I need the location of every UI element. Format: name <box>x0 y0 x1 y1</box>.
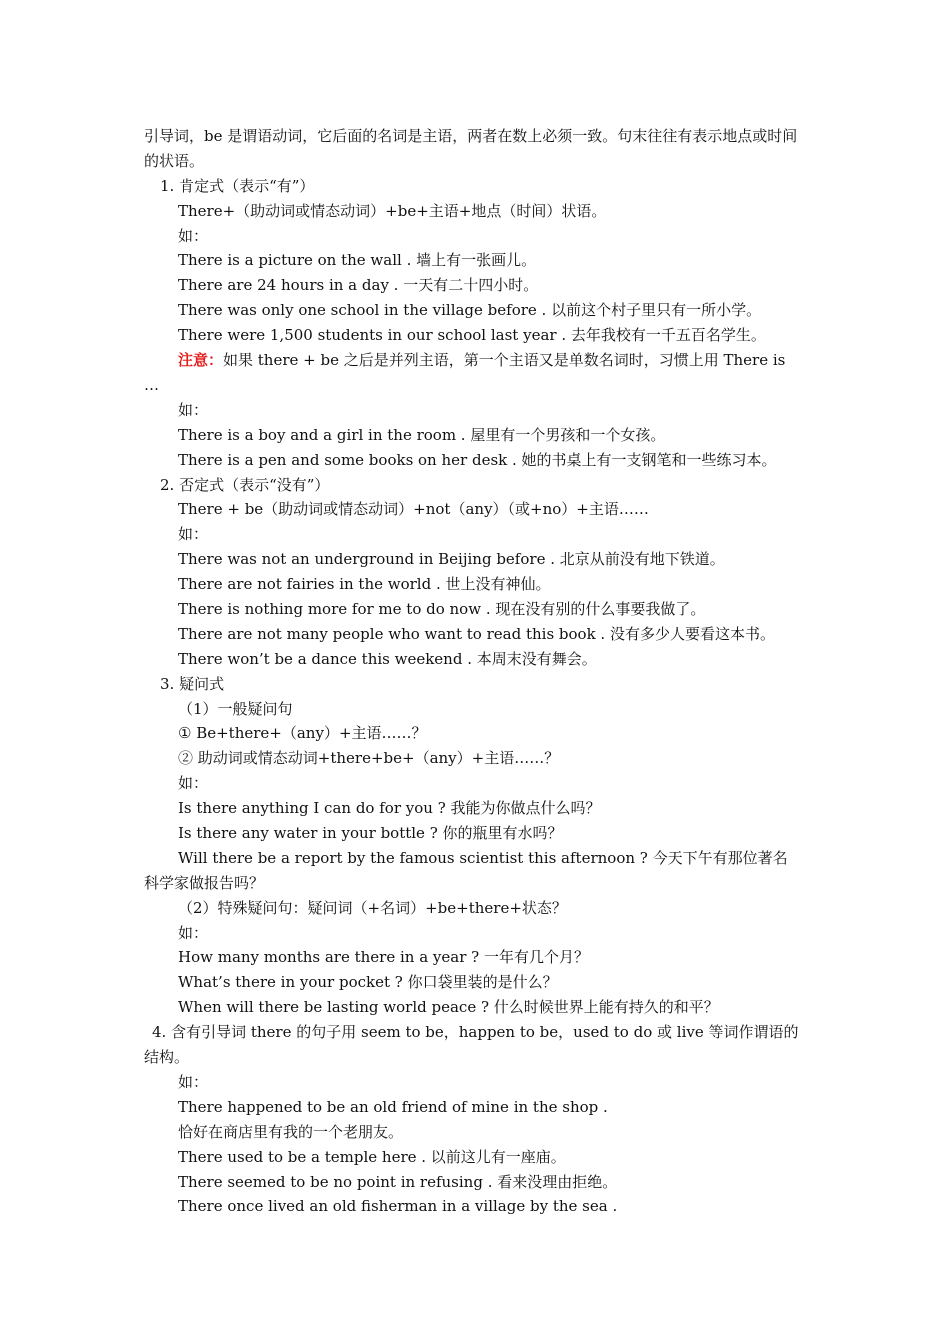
example-line: There are 24 hours in a day . 一天有二十四小时。 <box>178 276 539 295</box>
example-line: Is there anything I can do for you ? 我能为你做点什么吗？ <box>178 799 601 818</box>
note-label: 注意： <box>178 351 224 370</box>
example-line: There used to be a temple here . 以前这儿有一座庙。 <box>178 1147 566 1166</box>
example-line: There is a picture on the wall . 墙上有一张画儿。 <box>178 251 537 270</box>
document-body <box>144 124 800 1219</box>
example-label: 如： <box>178 226 209 245</box>
example-line: There are not fairies in the world . 世上没有神仙。 <box>178 575 551 594</box>
section-3-heading: 3. 疑问式 <box>160 674 225 693</box>
example-line: There was not an underground in Beijing before . 北京从前没有地下铁道。 <box>178 550 725 569</box>
intro-paragraph: 引导词，be 是谓语动词，它后面的名词是主语，两者在数上必须一致。句末往往有表示地点或时间的状语。 <box>144 127 798 170</box>
note-paragraph <box>144 348 800 398</box>
section-1-heading: 1. 肯定式（表示“有”） <box>160 176 315 195</box>
example-label: 如： <box>178 1072 209 1091</box>
formula-line: ② 助动词或情态动词+there+be+（any）+主语……？ <box>178 749 560 768</box>
example-label: 如： <box>178 400 209 419</box>
example-line: How many months are there in a year ? 一年有几个月？ <box>178 948 589 967</box>
section-1-formula: There+（助动词或情态动词）+be+主语+地点（时间）状语。 <box>178 201 607 220</box>
example-line: There happened to be an old friend of mine in the shop . <box>178 1097 608 1116</box>
example-label: 如： <box>178 525 209 544</box>
example-line: There is a boy and a girl in the room . 屋里有一个男孩和一个女孩。 <box>178 425 666 444</box>
note-text: 如果 there + be 之后是并列主语，第一个主语又是单数名词时，习惯上用 There is … <box>144 351 786 394</box>
example-line: Is there any water in your bottle ? 你的瓶里有水吗？ <box>178 824 563 842</box>
example-line: There is a pen and some books on her desk . 她的书桌上有一支钢笔和一些练习本。 <box>178 450 777 469</box>
example-line: 恰好在商店里有我的一个老朋友。 <box>178 1122 404 1141</box>
example-line: When will there be lasting world peace ? 什么时候世界上能有持久的和平？ <box>178 998 719 1017</box>
example-line: What’s there in your pocket ? 你口袋里装的是什么？ <box>178 973 558 992</box>
example-line: There is nothing more for me to do now . 现在没有别的什么事要我做了。 <box>178 599 706 618</box>
example-line: There once lived an old fisherman in a village by the sea . <box>178 1197 618 1216</box>
example-line: There won’t be a dance this weekend . 本周末没有舞会。 <box>178 649 597 668</box>
example-line: There are not many people who want to read this book . 没有多少人要看这本书。 <box>178 624 775 643</box>
example-line: There seemed to be no point in refusing . 看来没理由拒绝。 <box>178 1172 618 1191</box>
example-line: There were 1,500 students in our school last year . 去年我校有一千五百名学生。 <box>178 326 766 345</box>
example-label: 如： <box>178 923 209 942</box>
formula-line: ① Be+there+（any）+主语……？ <box>178 724 427 743</box>
subsection-heading: （2）特殊疑问句：疑问词（+名词）+be+there+状态？ <box>178 898 567 917</box>
example-label: 如： <box>178 774 209 793</box>
section-4-heading: 4. 含有引导词 there 的句子用 seem to be，happen to be，used to do 或 live 等词作谓语的结构。 <box>144 1023 799 1067</box>
section-2-heading: 2. 否定式（表示“没有”） <box>160 475 330 494</box>
example-line: There was only one school in the village before . 以前这个村子里只有一所小学。 <box>178 301 762 320</box>
section-2-formula: There + be（助动词或情态动词）+not（any）（或+no）+主语…… <box>178 500 649 519</box>
example-paragraph: Will there be a report by the famous scientist this afternoon ? 今天下午有那位著名科学家做报告吗？ <box>144 848 788 892</box>
subsection-heading: （1）一般疑问句 <box>178 699 293 718</box>
